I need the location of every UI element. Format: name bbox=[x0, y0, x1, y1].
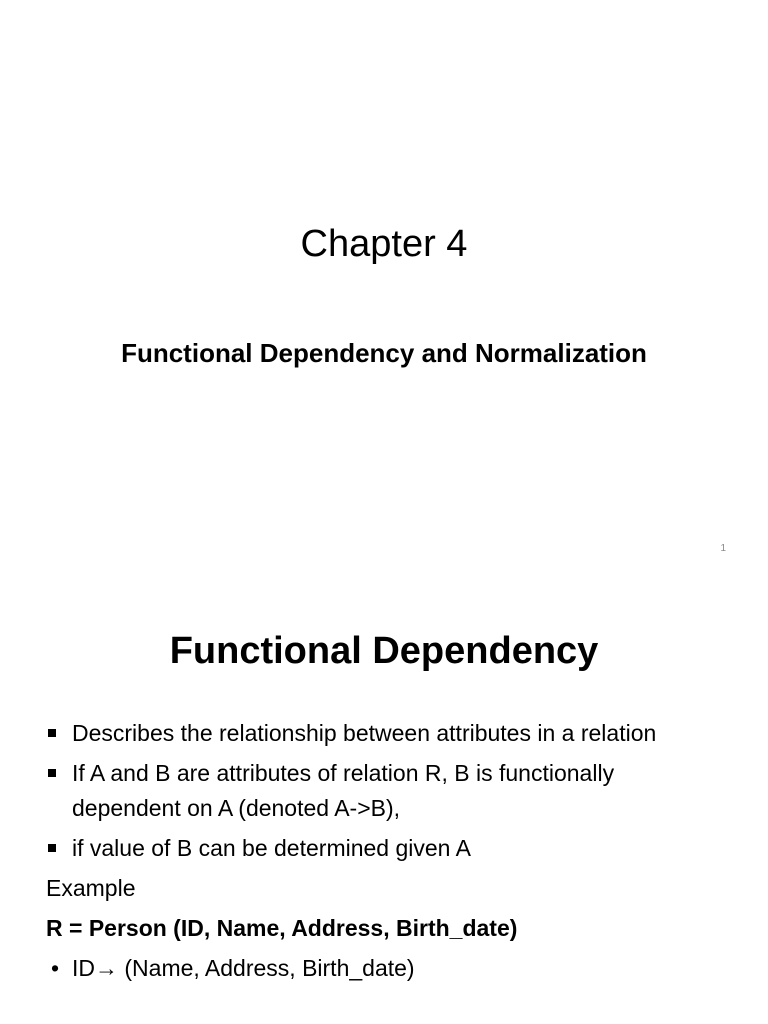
example-label: Example bbox=[46, 875, 136, 901]
relation-definition: R = Person (ID, Name, Address, Birth_date) bbox=[46, 915, 518, 941]
section-title: Functional Dependency bbox=[169, 630, 599, 672]
chapter-title: Chapter 4 bbox=[300, 223, 468, 265]
dependency-item bbox=[46, 951, 726, 986]
square-bullet-icon bbox=[48, 769, 56, 777]
slide-2 bbox=[0, 576, 768, 1024]
dot-bullet-icon: • bbox=[50, 955, 60, 981]
slide-content bbox=[46, 716, 726, 991]
bullet-text: Describes the relationship between attributes in a relation bbox=[72, 720, 657, 746]
bullet-item bbox=[46, 831, 726, 866]
square-bullet-icon bbox=[48, 729, 56, 737]
bullet-text: if value of B can be determined given A bbox=[72, 835, 471, 861]
bullet-item bbox=[46, 756, 726, 826]
dependency-text: ID→ (Name, Address, Birth_date) bbox=[72, 955, 415, 981]
bullet-item bbox=[46, 716, 726, 751]
slide-number: 1 bbox=[720, 543, 726, 554]
chapter-subtitle: Functional Dependency and Normalization bbox=[121, 338, 647, 368]
square-bullet-icon bbox=[48, 844, 56, 852]
bullet-text: If A and B are attributes of relation R, B is functionally dependent on A (denoted A->B), bbox=[72, 760, 615, 821]
